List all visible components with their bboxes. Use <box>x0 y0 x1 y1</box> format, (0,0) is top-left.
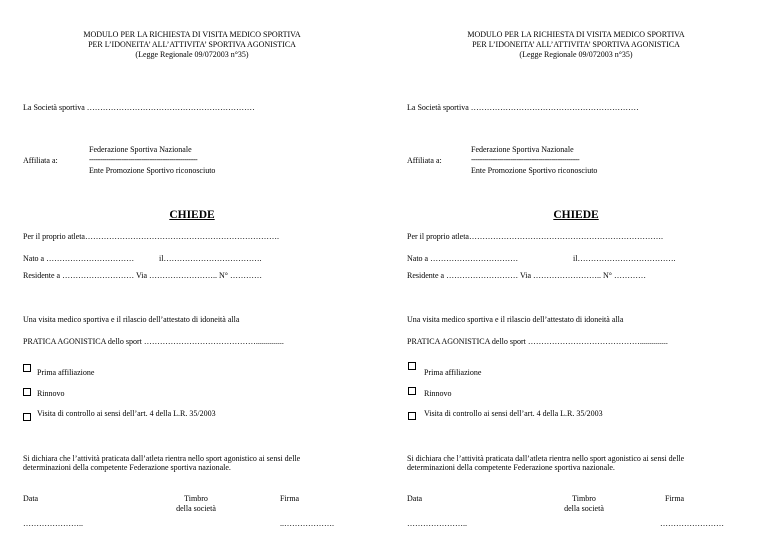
residente-field[interactable]: Residente a ……………………… Via …………………….. N° ………… <box>407 271 646 280</box>
societa-field[interactable]: La Società sportiva ……………………………………………………… <box>407 103 639 112</box>
label-visita-controllo: Visita di controllo ai sensi dell’art. 4 della L.R. 35/2003 <box>37 409 216 418</box>
checkbox-rinnovo[interactable] <box>23 388 31 396</box>
pratica-sport-field[interactable]: PRATICA AGONISTICA dello sport …………………………………….............. <box>407 337 668 346</box>
affiliata-option-ente[interactable]: Ente Promozione Sportivo riconosciuto <box>471 166 598 175</box>
data-label: Data <box>23 494 39 503</box>
timbro-label: Timbro <box>572 494 596 503</box>
visita-text: Una visita medico sportiva e il rilascio dell’attestato di idoneità alla <box>23 315 240 324</box>
dichiarazione-line2: determinazioni della competente Federazione sportiva nazionale. <box>23 463 231 472</box>
affiliata-option-ente[interactable]: Ente Promozione Sportivo riconosciuto <box>89 166 216 175</box>
birthdate-field[interactable]: il………………………………. <box>573 254 676 263</box>
firma-field[interactable]: ..………………. <box>280 519 334 528</box>
firma-label: Firma <box>665 494 685 503</box>
societa-field[interactable]: La Società sportiva ……………………………………………………… <box>23 103 255 112</box>
affiliata-separator: -------------------------------------------------- <box>89 155 198 164</box>
visita-text: Una visita medico sportiva e il rilascio dell’attestato di idoneità alla <box>407 315 624 324</box>
label-rinnovo: Rinnovo <box>424 389 452 398</box>
form-title-line1: MODULO PER LA RICHIESTA DI VISITA MEDICO SPORTIVA <box>467 30 685 39</box>
timbro-label: Timbro <box>184 494 208 503</box>
checkbox-rinnovo[interactable] <box>408 387 416 395</box>
timbro-label-societa: della società <box>564 504 604 513</box>
data-field[interactable]: ………………….. <box>23 519 83 528</box>
chiede-heading: CHIEDE <box>553 209 599 221</box>
atleta-field[interactable]: Per il proprio atleta………………………………………………………………. <box>23 232 279 241</box>
label-prima-affiliazione: Prima affiliazione <box>37 368 95 377</box>
data-field[interactable]: ………………….. <box>407 519 467 528</box>
firma-field[interactable]: …………………… <box>660 519 724 528</box>
form-title-line2: PER L’IDONEITA’ ALL’ATTIVITA’ SPORTIVA AGONISTICA <box>88 40 296 49</box>
dichiarazione-line1: Si dichiara che l’attività praticata dall’atleta rientra nello sport agonistico ai sensi delle <box>23 454 301 463</box>
form-right <box>384 0 768 543</box>
atleta-field[interactable]: Per il proprio atleta………………………………………………………………. <box>407 232 663 241</box>
nato-field[interactable]: Nato a …………………………… <box>23 254 135 263</box>
timbro-label-societa: della società <box>176 504 216 513</box>
pratica-sport-field[interactable]: PRATICA AGONISTICA dello sport …………………………………….............. <box>23 337 284 346</box>
form-title-line2: PER L’IDONEITA’ ALL’ATTIVITA’ SPORTIVA AGONISTICA <box>472 40 680 49</box>
affiliata-option-federazione[interactable]: Federazione Sportiva Nazionale <box>471 145 574 154</box>
nato-field[interactable]: Nato a …………………………… <box>407 254 519 263</box>
residente-field[interactable]: Residente a ……………………… Via …………………….. N° ………… <box>23 271 262 280</box>
data-label: Data <box>407 494 423 503</box>
label-rinnovo: Rinnovo <box>37 389 65 398</box>
affiliata-label: Affiliata a: <box>407 156 442 165</box>
checkbox-prima-affiliazione[interactable] <box>408 362 416 370</box>
label-prima-affiliazione: Prima affiliazione <box>424 368 482 377</box>
birthdate-field[interactable]: il………………………………. <box>159 254 262 263</box>
dichiarazione-line2: determinazioni della competente Federazione sportiva nazionale. <box>407 463 615 472</box>
form-title-line1: MODULO PER LA RICHIESTA DI VISITA MEDICO SPORTIVA <box>83 30 301 39</box>
checkbox-visita-controllo[interactable] <box>408 412 416 420</box>
dichiarazione-line1: Si dichiara che l’attività praticata dall’atleta rientra nello sport agonistico ai sensi delle <box>407 454 685 463</box>
affiliata-separator: -------------------------------------------------- <box>471 155 580 164</box>
label-visita-controllo: Visita di controllo ai sensi dell’art. 4 della L.R. 35/2003 <box>424 409 603 418</box>
affiliata-label: Affiliata a: <box>23 156 58 165</box>
checkbox-visita-controllo[interactable] <box>23 413 31 421</box>
chiede-heading: CHIEDE <box>169 209 215 221</box>
checkbox-prima-affiliazione[interactable] <box>23 364 31 372</box>
form-title-law: (Legge Regionale 09/072003 n°35) <box>135 50 249 59</box>
firma-label: Firma <box>280 494 300 503</box>
affiliata-option-federazione[interactable]: Federazione Sportiva Nazionale <box>89 145 192 154</box>
form-title-law: (Legge Regionale 09/072003 n°35) <box>519 50 633 59</box>
